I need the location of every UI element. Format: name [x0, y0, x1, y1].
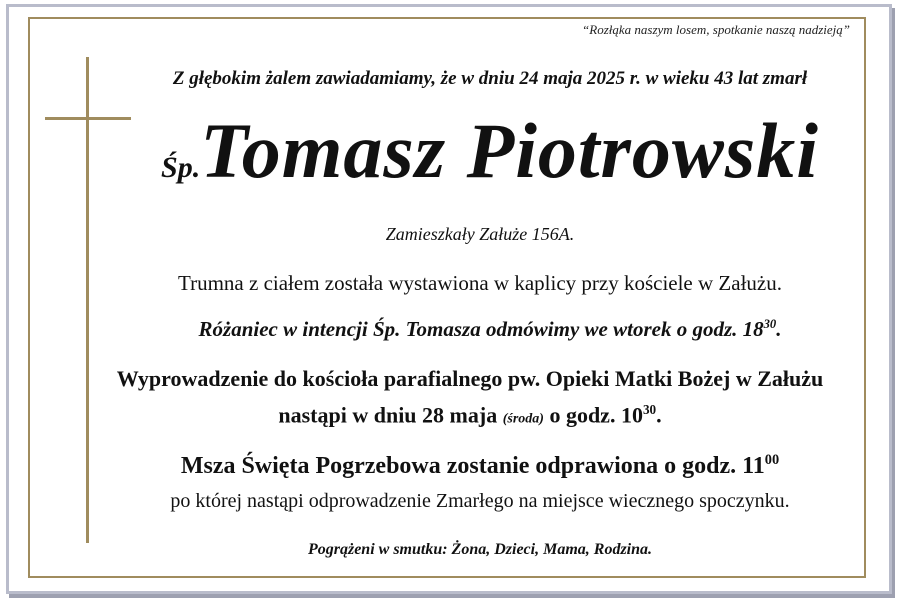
procession-line-2 [20, 402, 900, 428]
address: Zamieszkały Załuże 156A. [385, 224, 575, 244]
death-announcement: Z głębokim żalem zawiadamiamy, że w dniu 24 maja 2025 r. w wieku 43 lat zmarł [172, 68, 808, 89]
full-name: Tomasz Piotrowski [200, 107, 819, 194]
coffin-info: Trumna z ciałem została wystawiona w kaplicy przy kościele w Załużu. [178, 271, 782, 295]
rosary-time-minutes: 30 [763, 317, 777, 331]
rosary-text: Różaniec w intencji Śp. Tomasza odmówimy we wtorek o godz. 18 [198, 317, 764, 341]
deceased-name [40, 106, 900, 196]
rosary-info [40, 317, 900, 342]
mass-text: Msza Święta Pogrzebowa zostanie odprawiona o godz. 11 [180, 453, 765, 479]
name-prefix: Śp. [161, 151, 201, 184]
procession-weekday: (środa) [502, 411, 544, 427]
mourners: Pogrążeni w smutku: Żona, Dzieci, Mama, Rodzina. [307, 541, 653, 558]
procession-date: nastąpi w dniu 28 maja [278, 402, 503, 428]
rosary-end: . [776, 317, 782, 341]
motto: “Rozłąka naszym losem, spotkanie naszą nadzieją” [582, 22, 850, 37]
procession-line-1: Wyprowadzenie do kościoła parafialnego pw. Opieki Matki Bożej w Załużu [116, 366, 824, 391]
burial-info: po której nastąpi odprowadzenie Zmarłego na miejsce wiecznego spoczynku. [170, 490, 790, 512]
mass-time-minutes: 00 [764, 452, 780, 468]
procession-end: . [656, 402, 662, 428]
procession-time: o godz. 10 [543, 402, 643, 428]
mass-info [30, 452, 900, 480]
procession-time-minutes: 30 [642, 402, 657, 417]
